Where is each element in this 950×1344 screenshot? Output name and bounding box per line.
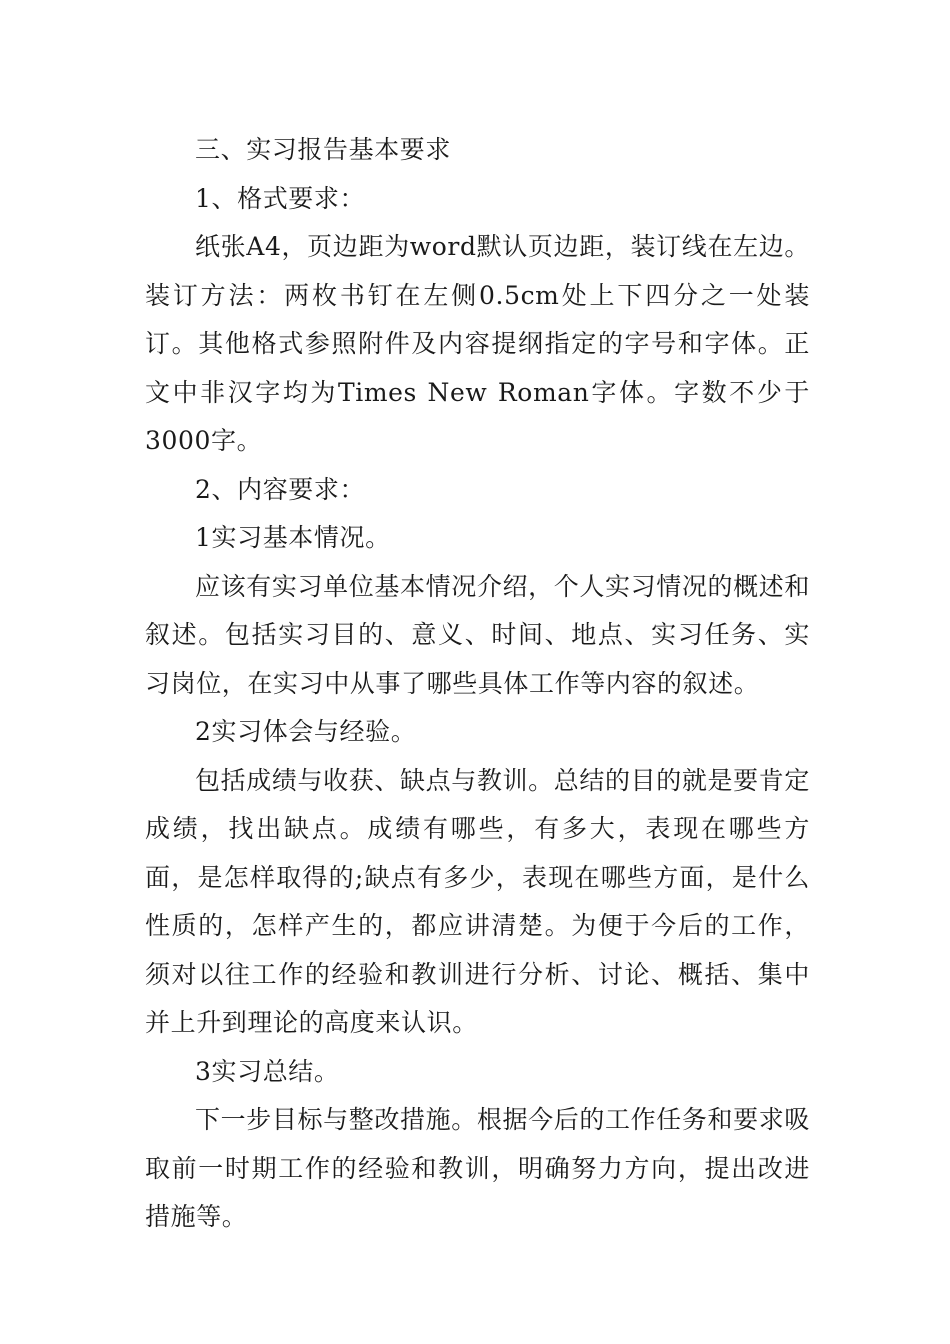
paragraph-summary: 下一步目标与整改措施。根据今后的工作任务和要求吸取前一时期工作的经验和教训，明确努力方向，提出改进措施等。: [145, 1105, 810, 1231]
item-heading-summary: 3实习总结。: [195, 1056, 340, 1086]
paragraph-basic-info: 应该有实习单位基本情况介绍，个人实习情况的概述和叙述。包括实习目的、意义、时间、地点、实习任务、实习岗位，在实习中从事了哪些具体工作等内容的叙述。: [145, 571, 810, 698]
item-heading-experience: 2实习体会与经验。: [195, 717, 417, 746]
subheading-content: 2、内容要求：: [195, 474, 366, 504]
document-body: [145, 126, 810, 1242]
item-heading-basic-info: 1实习基本情况。: [195, 523, 391, 552]
section-heading: 三、实习报告基本要求: [195, 135, 452, 164]
paragraph-experience: 包括成绩与收获、缺点与教训。总结的目的就是要肯定成绩，找出缺点。成绩有哪些，有多大，表现在哪些方面，是怎样取得的;缺点有多少，表现在哪些方面，是什么性质的，怎样产生的，都应讲清楚。为便于今后的工作，须对以往工作的经验和教训进行分析、讨论、概括、集中并上升到理论的高度来认识。: [145, 765, 810, 1037]
paragraph-format-requirements: 纸张A4，页边距为word默认页边距，装订线在左边。装订方法：两枚书钉在左侧0.5cm处上下四分之一处装订。其他格式参照附件及内容提纲指定的字号和字体。正文中非汉字均为Times New Roman字体。字数不少于3000字。: [145, 232, 810, 455]
subheading-format: 1、格式要求：: [195, 183, 366, 213]
